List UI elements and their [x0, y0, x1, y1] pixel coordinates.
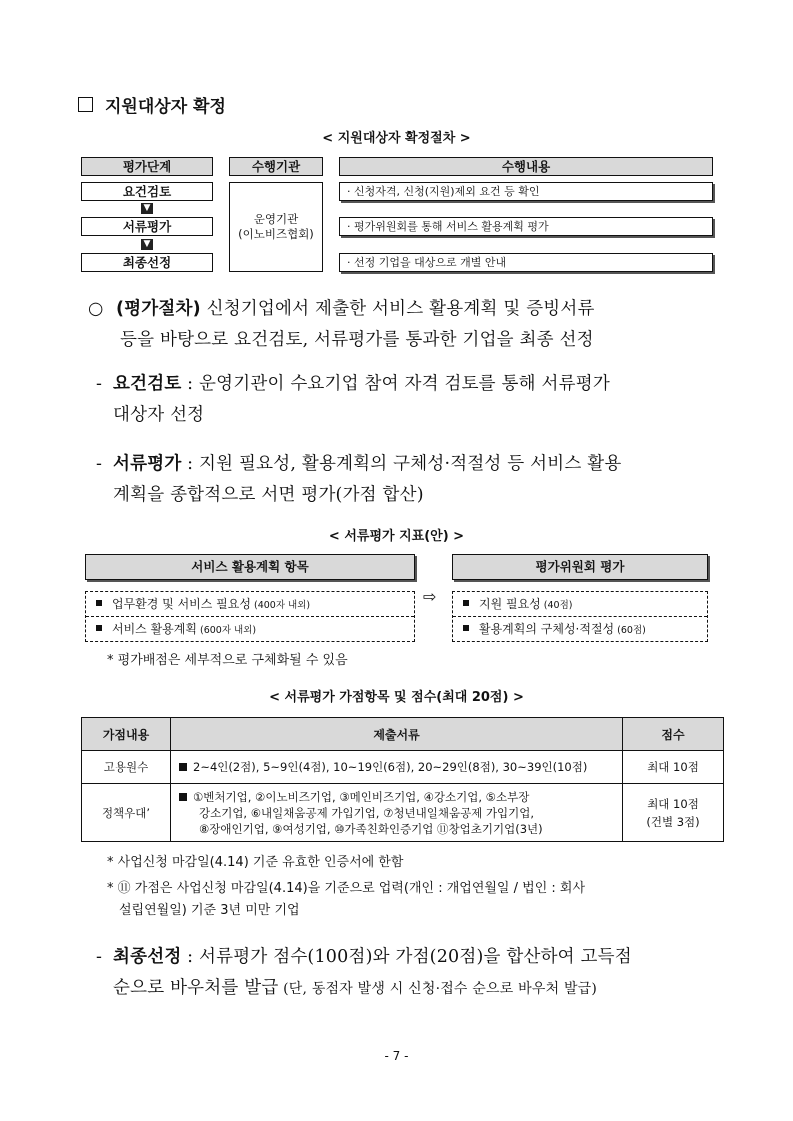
- bonus-caption: < 서류평가 가점항목 및 점수(최대 20점) >: [269, 690, 524, 705]
- stage-final-selection: 최종선정: [81, 253, 213, 272]
- eval-footnote: * 평가배점은 세부적으로 구체화될 수 있음: [107, 653, 348, 668]
- para-label: 최종선정: [113, 947, 182, 967]
- arrow-down-icon: ▼: [141, 239, 153, 250]
- agency-name: 운영기관: [253, 212, 299, 226]
- para-text: 계획을 종합적으로 서면 평가(가점 합산): [113, 485, 424, 505]
- content-requirement-review: · 신청자격, 신청(지원)제외 요건 등 확인: [339, 182, 713, 201]
- eval-left-header: 서비스 활용계획 항목: [85, 554, 415, 580]
- square-bullet-icon: [463, 625, 469, 631]
- table-cell: 정책우대’: [82, 784, 171, 842]
- bonus-table: [81, 717, 724, 842]
- square-bullet-icon: [179, 793, 187, 801]
- header-agency: 수행기관: [229, 157, 323, 176]
- para-text: : 운영기관이 수요기업 참여 자격 검토를 통해 서류평가: [181, 374, 610, 394]
- list-item: 지원 필요성 (40점): [453, 592, 707, 616]
- header-content: 수행내용: [339, 157, 713, 176]
- header-stage: 평가단계: [81, 157, 213, 176]
- list-item: 활용계획의 구체성·적절성 (60점): [453, 616, 707, 641]
- table-cell: 고용원수: [82, 751, 171, 784]
- para-text: : 지원 필요성, 활용계획의 구체성·적절성 등 서비스 활용: [181, 454, 622, 474]
- section-heading: [78, 92, 226, 117]
- stage-document-evaluation: 서류평가: [81, 217, 213, 236]
- eval-right-list: [452, 591, 708, 642]
- paragraph-document-evaluation: [96, 449, 736, 511]
- square-bullet-icon: [463, 600, 469, 606]
- eval-right-header: 평가위원회 평가: [452, 554, 708, 580]
- dash-marker: -: [96, 374, 103, 394]
- agency-org: (이노비즈협회): [238, 227, 314, 241]
- section-title: 지원대상자 확정: [105, 97, 226, 117]
- eval-caption: < 서류평가 지표(안) >: [328, 529, 465, 544]
- table-row: [82, 784, 724, 842]
- para-label: 요건검토: [113, 374, 182, 394]
- content-final-selection: · 선정 기업을 대상으로 개별 안내: [339, 253, 713, 272]
- square-bullet-icon: [96, 600, 102, 606]
- dash-marker: -: [96, 454, 103, 474]
- paragraph-final-selection: [96, 942, 736, 1005]
- list-item: 업무환경 및 서비스 필요성 (400자 내외): [86, 592, 414, 616]
- table-cell: 최대 10점: [623, 751, 724, 784]
- table-cell: 최대 10점 (건별 3점): [623, 784, 724, 842]
- para-label: 서류평가: [113, 454, 182, 474]
- dash-marker: -: [96, 947, 103, 967]
- eval-left-list: [85, 591, 415, 642]
- arrow-down-icon: ▼: [141, 203, 153, 214]
- content-document-evaluation: · 평가위원회를 통해 서비스 활용계획 평가: [339, 217, 713, 236]
- procedure-caption: < 지원대상자 확정절차 >: [322, 131, 471, 146]
- checkbox-square-icon: [78, 97, 93, 112]
- list-item: 서비스 활용계획 (600자 내외): [86, 616, 414, 641]
- table-row: [82, 751, 724, 784]
- column-header: 점수: [623, 718, 724, 751]
- page-number: - 7 -: [384, 1049, 409, 1063]
- column-header: 제출서류: [171, 718, 623, 751]
- para-text: 순으로 바우처를 발급: [113, 978, 279, 998]
- table-cell: ①벤처기업, ②이노비즈기업, ③메인비즈기업, ④강소기업, ⑤소부장 강소기업, ⑥내일채움공제 가입기업, ⑦청년내일채움공제 가입기업, ⑧장애인기업, ⑨여성기업, ⑩가족친화인증기업 ⑪창업초기기업(3년): [171, 784, 623, 842]
- para-text: : 서류평가 점수(100점)와 가점(20점)을 합산하여 고득점: [181, 947, 632, 967]
- circle-bullet-icon: ○: [88, 299, 104, 319]
- para-text: 신청기업에서 제출한 서비스 활용계획 및 증빙서류: [200, 299, 595, 319]
- paragraph-evaluation-procedure: [88, 294, 728, 356]
- bonus-footnote-1: * 사업신청 마감일(4.14) 기준 유효한 인증서에 한함: [107, 855, 404, 870]
- stage-requirement-review: 요건검토: [81, 182, 213, 201]
- table-header-row: [82, 718, 724, 751]
- right-arrow-icon: ⇨: [423, 587, 437, 606]
- bonus-footnote-2: * ⑪ 가점은 사업신청 마감일(4.14)을 기준으로 업력(개인 : 개업연월일 / 법인 : 회사 설립연월일) 기준 3년 미만 기업: [107, 881, 586, 918]
- square-bullet-icon: [96, 625, 102, 631]
- table-cell: 2~4인(2점), 5~9인(4점), 10~19인(6점), 20~29인(8점), 30~39인(10점): [171, 751, 623, 784]
- square-bullet-icon: [179, 763, 187, 771]
- para-text-small: (단, 동점자 발생 시 신청·접수 순으로 바우처 발급): [278, 981, 598, 997]
- para-label: (평가절차): [116, 299, 201, 319]
- para-text: 등을 바탕으로 요건검토, 서류평가를 통과한 기업을 최종 선정: [120, 330, 594, 350]
- para-text: 대상자 선정: [113, 405, 205, 425]
- column-header: 가점내용: [82, 718, 171, 751]
- paragraph-requirement-review: [96, 369, 736, 431]
- agency-box: [229, 182, 323, 272]
